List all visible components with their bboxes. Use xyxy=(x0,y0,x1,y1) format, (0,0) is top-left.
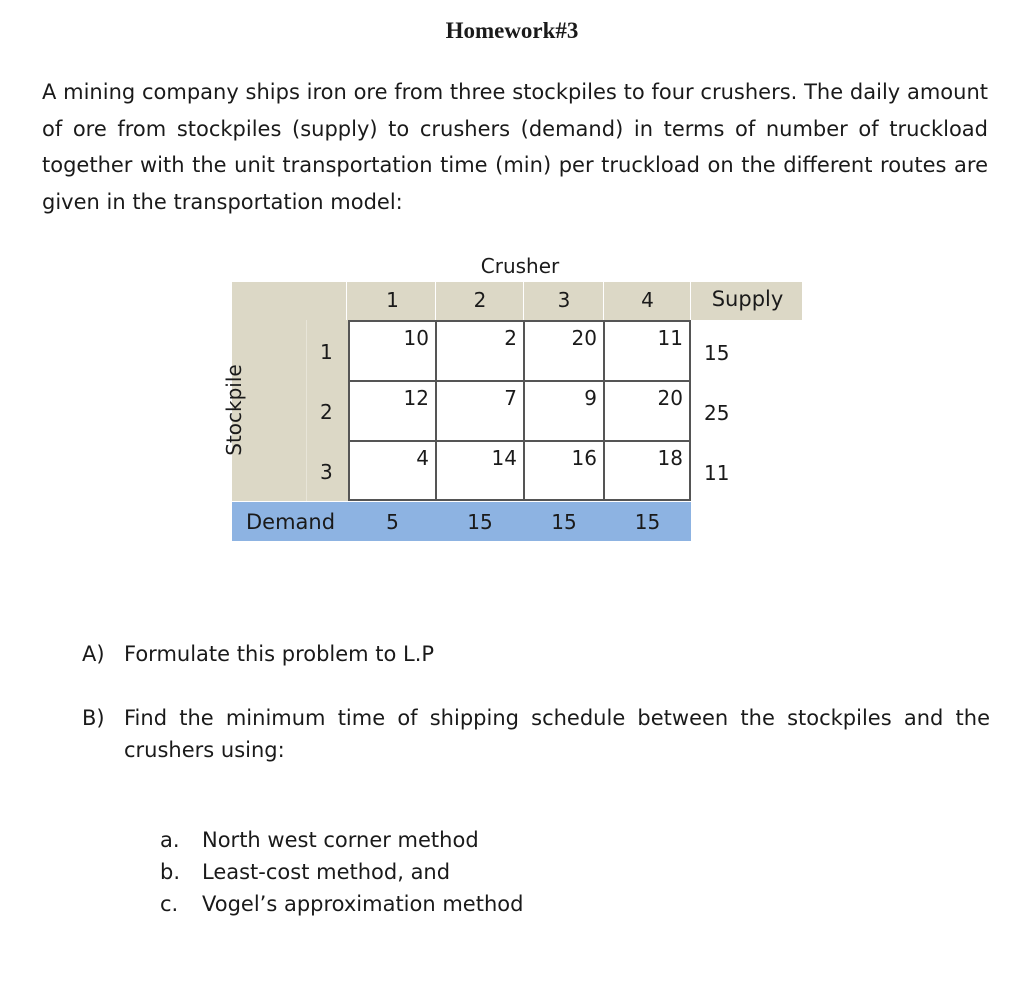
method-b-label: b. xyxy=(160,860,181,884)
supply-header: Supply xyxy=(711,287,784,311)
question-b-label: B) xyxy=(82,706,105,730)
crusher-label: Crusher xyxy=(480,254,560,278)
question-b-text-line1: Find the minimum time of shipping schedule between the stockpiles and the xyxy=(124,706,990,730)
method-a-text: North west corner method xyxy=(202,828,479,852)
method-c xyxy=(160,888,660,920)
supply-value: 15 xyxy=(704,341,730,365)
row-label-1: 1 xyxy=(320,340,333,364)
method-b-text: Least-cost method, and xyxy=(202,860,451,884)
column-header-1: 1 xyxy=(386,288,399,312)
method-b xyxy=(160,856,660,888)
cost-value: 18 xyxy=(657,446,683,470)
method-a-label: a. xyxy=(160,828,180,852)
column-header-2: 2 xyxy=(473,288,487,312)
demand-value: 5 xyxy=(386,510,399,534)
cost-grid xyxy=(348,320,691,501)
row-label-3: 3 xyxy=(320,460,333,484)
demand-value: 15 xyxy=(467,510,493,534)
stockpile-label: Stockpile xyxy=(222,364,246,456)
column-header-3: 3 xyxy=(557,288,571,312)
question-a xyxy=(82,638,992,672)
problem-statement: A mining company ships iron ore from three stockpiles to four crushers. The daily amount of ore from stockpiles (supply) to crushers (demand) in terms of number of truckload together with the unit transportation time (min) per truckload on the different routes are given in the transportation model: xyxy=(42,80,988,214)
cost-value: 20 xyxy=(657,386,683,410)
demand-value: 15 xyxy=(634,510,661,534)
cost-value: 7 xyxy=(504,386,517,410)
question-a-label: A) xyxy=(82,642,105,666)
supply-value: 25 xyxy=(704,401,730,425)
row-label-2: 2 xyxy=(320,400,333,424)
cost-value: 11 xyxy=(657,326,683,350)
cost-value: 9 xyxy=(584,386,597,410)
cost-value: 14 xyxy=(491,446,517,470)
page-title: Homework#3 xyxy=(445,18,579,43)
cost-value: 10 xyxy=(403,326,429,350)
cost-value: 16 xyxy=(571,446,597,470)
question-b-text-line2: crushers using: xyxy=(124,738,285,762)
question-b xyxy=(82,702,992,768)
cost-value: 4 xyxy=(416,446,429,470)
cost-value: 12 xyxy=(403,386,429,410)
column-header-4: 4 xyxy=(641,288,654,312)
cost-value: 20 xyxy=(571,326,597,350)
cost-value: 2 xyxy=(504,326,517,350)
method-c-text: Vogel’s approximation method xyxy=(202,892,524,916)
supply-value: 11 xyxy=(704,461,730,485)
demand-value: 15 xyxy=(551,510,577,534)
demand-label: Demand xyxy=(246,510,336,534)
method-c-label: c. xyxy=(160,892,179,916)
question-a-text: Formulate this problem to L.P xyxy=(124,642,435,666)
method-a xyxy=(160,824,660,856)
